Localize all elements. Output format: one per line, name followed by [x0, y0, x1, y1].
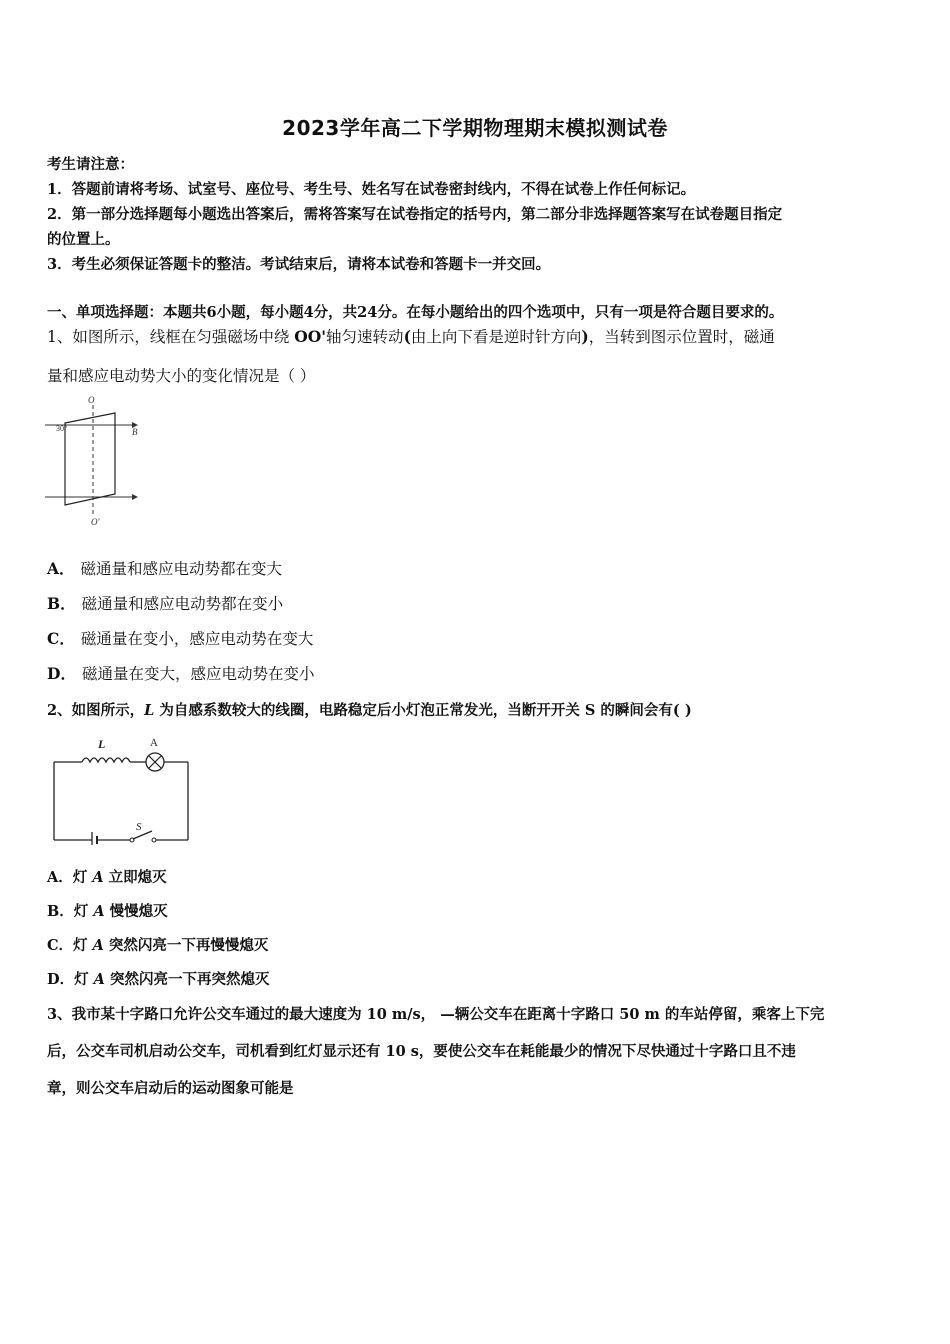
q2-option-d-label: D．	[47, 971, 75, 988]
q1-text-c: 轴匀速转动	[326, 328, 404, 346]
q1-paren-close: )	[581, 327, 589, 346]
q1-paren-open: (	[403, 327, 411, 346]
q2-option-a-pre: 灯	[72, 869, 93, 886]
q2-label-l: L	[98, 737, 106, 751]
q1-coil-frame	[65, 413, 115, 505]
q1-label-o-prime: O'	[91, 517, 100, 527]
q2-option-c-var: A	[92, 937, 104, 954]
q3-stem-line2: 后，公交车司机启动公交车，司机看到红灯显示还有 10 s，要使公交车在耗能最少的情况下尽快通过十字路口且不违	[47, 1043, 796, 1060]
q2-option-b-text: 慢慢熄灭	[104, 903, 168, 920]
q2-option-b[interactable]	[47, 900, 168, 921]
q1-text-e: 由上向下看是逆时针方向	[410, 328, 582, 346]
q2-circuit-figure	[48, 730, 196, 845]
q1-option-d[interactable]	[47, 662, 314, 684]
q2-option-a-var: A	[92, 869, 104, 886]
q1-option-c[interactable]	[47, 627, 313, 649]
q2-option-d-pre: 灯	[74, 971, 94, 988]
q2-var-l: L	[144, 702, 155, 719]
q2-option-d[interactable]	[47, 968, 269, 989]
q1-option-b[interactable]	[47, 592, 283, 614]
q1-option-d-text: 磁通量在变大，感应电动势在变小	[81, 665, 315, 683]
notice-heading: 考生请注意：	[47, 156, 134, 173]
q2-option-d-var: A	[93, 971, 105, 988]
q2-option-a-text: 立即熄灭	[103, 869, 167, 886]
q2-switch-contact	[152, 838, 156, 842]
q1-option-b-text: 磁通量和感应电动势都在变小	[81, 595, 284, 613]
q2-option-d-text: 突然闪亮一下再突然熄灭	[104, 971, 270, 988]
q2-label-s: S	[136, 821, 142, 833]
q1-option-a-text: 磁通量和感应电动势都在变大	[80, 560, 283, 578]
q3-stem-line1: 3、我市某十字路口允许公交车通过的最大速度为 10 m/s， —辆公交车在距离十字路口 50 m 的车站停留，乘客上下完	[47, 1006, 825, 1023]
q1-option-b-label: B．	[47, 594, 76, 613]
q2-inductor	[82, 758, 130, 762]
q1-text-a: 1、如图所示，线框在匀强磁场中绕	[47, 328, 295, 346]
q2-label-a: A	[150, 737, 158, 749]
notice-item-1: 1．答题前请将考场、试室号、座位号、考生号、姓名写在试卷密封线内，不得在试卷上作任何标记。	[47, 181, 696, 198]
q1-label-angle: 30°	[56, 424, 68, 433]
q2-option-b-var: A	[93, 903, 105, 920]
q2-option-c-label: C．	[47, 937, 74, 954]
q2-option-b-label: B．	[47, 903, 74, 920]
q1-option-d-label: D．	[47, 664, 76, 683]
q1-field-arrow-bottom	[132, 494, 138, 500]
q2-option-c-text: 突然闪亮一下再慢慢熄灭	[103, 937, 269, 954]
notice-item-2-cont: 的位置上。	[47, 231, 120, 248]
q1-option-a[interactable]	[47, 557, 282, 579]
q2-text-b: 为自感系数较大的线圈，电路稳定后小灯泡正常发光，当断开开关 S 的瞬间会有( )	[154, 702, 692, 719]
q1-text-g: ，当转到图示位置时，磁通	[588, 328, 775, 346]
q1-option-c-text: 磁通量在变小，感应电动势在变大	[80, 630, 314, 648]
q3-stem-line3: 章，则公交车启动后的运动图象可能是	[47, 1080, 294, 1097]
q1-stem-line1	[47, 325, 775, 347]
q2-stem	[47, 699, 692, 720]
notice-item-2: 2．第一部分选择题每小题选出答案后，需将答案写在试卷指定的括号内，第二部分非选择题答案写在试卷题目指定	[47, 206, 783, 223]
q2-option-c[interactable]	[47, 934, 268, 955]
q1-stem-line2: 量和感应电动势大小的变化情况是（ ）	[47, 367, 316, 385]
q1-label-b: B	[132, 427, 138, 437]
q2-option-b-pre: 灯	[73, 903, 94, 920]
q2-text-a: 2、如图所示，	[47, 702, 145, 719]
q1-option-c-label: C．	[47, 629, 75, 648]
q1-label-o: O	[88, 395, 95, 405]
notice-item-3: 3．考生必须保证答题卡的整洁。考试结束后，请将本试卷和答题卡一并交回。	[47, 256, 551, 273]
page-title: 2023学年高二下学期物理期末模拟测试卷	[282, 116, 668, 140]
q2-option-c-pre: 灯	[73, 937, 93, 954]
q1-axis: OO'	[294, 327, 327, 346]
q2-option-a-label: A．	[47, 869, 73, 886]
q1-figure	[40, 393, 150, 533]
section-heading: 一、单项选择题：本题共6小题，每小题4分，共24分。在每小题给出的四个选项中，只有一项是符合题目要求的。	[47, 304, 784, 321]
q1-option-a-label: A．	[47, 559, 75, 578]
q2-option-a[interactable]	[47, 866, 167, 887]
